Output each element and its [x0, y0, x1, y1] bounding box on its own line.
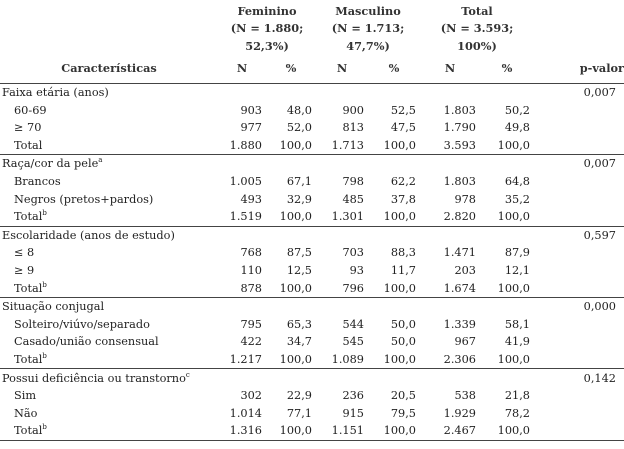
cell-pct: 100,0 [266, 279, 316, 297]
cell-n: 1.803 [443, 103, 476, 117]
cell-n: 1.151 [316, 422, 368, 440]
row-label-text: Total [14, 210, 43, 224]
cell-n: 813 [342, 121, 364, 135]
section-row [0, 297, 624, 315]
column-header-row [0, 53, 624, 84]
row-label [0, 101, 218, 119]
cell-pct: 100,0 [266, 208, 316, 226]
cell-n: 1.519 [218, 208, 266, 226]
table-row [0, 173, 624, 191]
cell-n: 1.089 [316, 351, 368, 369]
section-title-text: Situação conjugal [2, 300, 105, 314]
row-label [0, 422, 218, 440]
table-row [0, 119, 624, 137]
p-value: 0,597 [583, 228, 616, 242]
cell-pct: 34,7 [286, 335, 312, 349]
cell-n: 302 [240, 389, 262, 403]
cell-pct: 20,5 [390, 389, 416, 403]
group-header-feminino: Feminino [237, 3, 297, 18]
row-label [0, 316, 218, 334]
table-row [0, 279, 624, 297]
cell-n: 1.301 [316, 208, 368, 226]
row-label [0, 208, 218, 226]
group-count-masculino: (N = 1.713; [331, 21, 405, 36]
cell-n: 768 [240, 246, 262, 260]
p-value: 0,000 [583, 300, 616, 314]
row-label-text: Total [14, 424, 43, 438]
row-label-text: Sim [14, 389, 37, 403]
cell-n: 3.593 [420, 137, 480, 155]
cell-pct: 52,5 [390, 103, 416, 117]
cell-pct: 88,3 [390, 246, 416, 260]
group-header-total: Total [461, 3, 493, 18]
cell-n: 2.820 [420, 208, 480, 226]
row-label [0, 279, 218, 297]
cell-pct: 49,8 [504, 121, 530, 135]
group-count-total: (N = 3.593; [440, 21, 514, 36]
cell-n: 1.005 [229, 175, 262, 189]
section-row [0, 83, 624, 101]
section-title-text: Raça/cor da pele [2, 157, 99, 171]
cell-pct: 100,0 [368, 279, 420, 297]
cell-n: 93 [349, 264, 364, 278]
cell-n: 493 [240, 192, 262, 206]
cell-pct: 100,0 [266, 351, 316, 369]
table-row [0, 244, 624, 262]
row-label [0, 351, 218, 369]
cell-pct: 79,5 [390, 406, 416, 420]
row-label-text: Solteiro/viúvo/separado [14, 317, 150, 331]
section-row [0, 369, 624, 387]
table-row [0, 351, 624, 369]
table-row [0, 208, 624, 226]
cell-pct: 50,0 [390, 317, 416, 331]
row-label [0, 404, 218, 422]
section-title [0, 297, 218, 315]
header-n: N [420, 53, 480, 84]
cell-pct: 100,0 [368, 351, 420, 369]
row-label [0, 262, 218, 280]
cell-n: 422 [240, 335, 262, 349]
cell-pct: 100,0 [480, 351, 534, 369]
cell-pct: 100,0 [266, 422, 316, 440]
cell-n: 2.467 [420, 422, 480, 440]
row-label [0, 333, 218, 351]
cell-n: 1.471 [443, 246, 476, 260]
cell-n: 1.880 [218, 137, 266, 155]
cell-n: 796 [316, 279, 368, 297]
table-row [0, 101, 624, 119]
row-label-text: Total [14, 138, 43, 152]
footnote-marker: b [42, 209, 47, 218]
footnote-marker: c [185, 370, 190, 379]
cell-pct: 100,0 [480, 137, 534, 155]
cell-pct: 47,5 [390, 121, 416, 135]
row-label-text: Total [14, 352, 43, 366]
table-row [0, 316, 624, 334]
row-label [0, 387, 218, 405]
cell-n: 1.790 [443, 121, 476, 135]
header-n: N [218, 53, 266, 84]
header-caracteristicas: Características [0, 53, 218, 84]
row-label-text: ≥ 70 [14, 121, 42, 135]
cell-n: 915 [342, 406, 364, 420]
cell-n: 2.306 [420, 351, 480, 369]
row-label-text: ≤ 8 [14, 246, 35, 260]
cell-pct: 48,0 [286, 103, 312, 117]
table-row [0, 422, 624, 440]
section-row [0, 226, 624, 244]
cell-n: 1.217 [218, 351, 266, 369]
cell-pct: 32,9 [286, 192, 312, 206]
header-pvalor: p-valor [534, 53, 624, 84]
cell-pct: 87,5 [286, 246, 312, 260]
row-label-text: Não [14, 406, 38, 420]
cell-n: 903 [240, 103, 262, 117]
cell-n: 1.674 [420, 279, 480, 297]
row-label [0, 137, 218, 155]
row-label-text: Negros (pretos+pardos) [14, 192, 154, 206]
cell-pct: 52,0 [286, 121, 312, 135]
header-n: N [316, 53, 368, 84]
section-title-text: Escolaridade (anos de estudo) [2, 228, 175, 242]
cell-pct: 64,8 [504, 175, 530, 189]
cell-pct: 50,0 [390, 335, 416, 349]
cell-pct: 100,0 [368, 422, 420, 440]
cell-pct: 100,0 [480, 279, 534, 297]
row-label-text: Casado/união consensual [14, 335, 159, 349]
row-label-text: Brancos [14, 175, 61, 189]
cell-n: 1.929 [443, 406, 476, 420]
section-title-text: Possui deficiência ou transtorno [2, 371, 186, 385]
cell-n: 967 [454, 335, 476, 349]
header-pct: % [480, 53, 534, 84]
cell-n: 978 [454, 192, 476, 206]
section-title [0, 226, 218, 244]
group-count-feminino: (N = 1.880; [230, 21, 304, 36]
table-row [0, 387, 624, 405]
header-pct: % [368, 53, 420, 84]
cell-pct: 58,1 [504, 317, 530, 331]
cell-pct: 12,5 [286, 264, 312, 278]
footnote-marker: b [42, 280, 47, 289]
cell-pct: 50,2 [504, 103, 530, 117]
cell-n: 545 [342, 335, 364, 349]
footnote-marker: a [98, 156, 103, 165]
table-row [0, 137, 624, 155]
row-label [0, 244, 218, 262]
group-header-row [0, 0, 624, 18]
cell-pct: 100,0 [480, 208, 534, 226]
cell-n: 795 [240, 317, 262, 331]
row-label-text: 60-69 [14, 103, 47, 117]
row-label [0, 173, 218, 191]
table-body [0, 83, 624, 440]
row-label [0, 190, 218, 208]
section-title-text: Faixa etária (anos) [2, 86, 109, 100]
p-value: 0,142 [583, 371, 616, 385]
footnote-marker: b [42, 423, 47, 432]
cell-n: 1.014 [229, 406, 262, 420]
cell-pct: 65,3 [286, 317, 312, 331]
cell-n: 236 [342, 389, 364, 403]
header-pct: % [266, 53, 316, 84]
cell-pct: 87,9 [504, 246, 530, 260]
cell-pct: 77,1 [286, 406, 312, 420]
cell-n: 977 [240, 121, 262, 135]
cell-n: 878 [218, 279, 266, 297]
group-header-masculino: Masculino [335, 3, 401, 18]
cell-n: 900 [342, 103, 364, 117]
section-title [0, 83, 218, 101]
cell-pct: 100,0 [266, 137, 316, 155]
cell-pct: 100,0 [480, 422, 534, 440]
cell-pct: 41,9 [504, 335, 530, 349]
cell-pct: 78,2 [504, 406, 530, 420]
cell-n: 798 [342, 175, 364, 189]
cell-n: 1.316 [218, 422, 266, 440]
table-row [0, 333, 624, 351]
p-value: 0,007 [583, 86, 616, 100]
cell-pct: 67,1 [286, 175, 312, 189]
cell-n: 544 [342, 317, 364, 331]
group-pct-total: 100%) [457, 38, 497, 53]
group-pct-feminino: 52,3%) [245, 38, 289, 53]
cell-n: 703 [342, 246, 364, 260]
section-row [0, 155, 624, 173]
cell-pct: 11,7 [390, 264, 416, 278]
cell-pct: 21,8 [504, 389, 530, 403]
cell-n: 203 [454, 264, 476, 278]
footnote-marker: b [42, 352, 47, 361]
cell-pct: 62,2 [390, 175, 416, 189]
cell-pct: 100,0 [368, 208, 420, 226]
cell-n: 1.339 [443, 317, 476, 331]
cell-pct: 35,2 [504, 192, 530, 206]
cell-n: 1.803 [443, 175, 476, 189]
cell-n: 1.713 [316, 137, 368, 155]
p-value: 0,007 [583, 157, 616, 171]
cell-n: 538 [454, 389, 476, 403]
section-title [0, 369, 218, 387]
table-row [0, 190, 624, 208]
row-label [0, 119, 218, 137]
section-title [0, 155, 218, 173]
cell-n: 485 [342, 192, 364, 206]
cell-pct: 100,0 [368, 137, 420, 155]
row-label-text: Total [14, 281, 43, 295]
cell-pct: 37,8 [390, 192, 416, 206]
cell-pct: 12,1 [504, 264, 530, 278]
table-row [0, 404, 624, 422]
cell-pct: 22,9 [286, 389, 312, 403]
row-label-text: ≥ 9 [14, 264, 35, 278]
group-pct-masculino: 47,7%) [346, 38, 390, 53]
cell-n: 110 [240, 264, 262, 278]
table-row [0, 262, 624, 280]
